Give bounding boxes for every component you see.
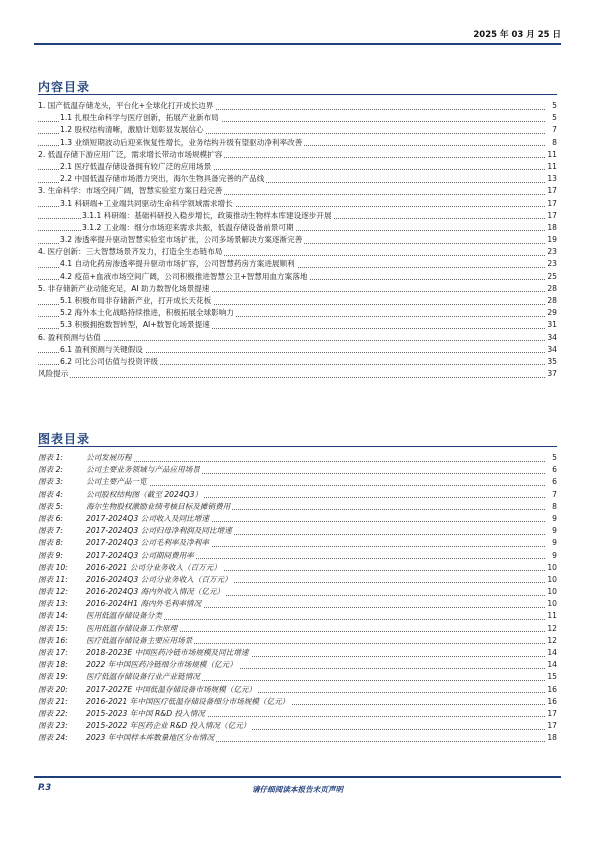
entry-title <box>38 697 291 706</box>
entry-title: 3.1.2 工业端：细分市场迎来需求共振，低温存储设备前景可期 <box>82 222 294 232</box>
entry-title <box>38 599 203 608</box>
figure-label: 图表 4: <box>38 489 63 499</box>
entry-page-number: 16 <box>545 696 557 708</box>
figure-label: 图表 22: <box>38 708 68 718</box>
figure-label: 图表 19: <box>38 672 68 682</box>
entry-page-number: 10 <box>545 598 557 610</box>
figure-title: 2017-2024Q3 公司期间费用率 <box>86 550 194 560</box>
toc-entry[interactable] <box>38 246 557 258</box>
figure-entry[interactable] <box>38 635 557 647</box>
figure-entry[interactable] <box>38 696 557 708</box>
figure-entry[interactable] <box>38 513 557 525</box>
figure-entry[interactable] <box>38 684 557 696</box>
entry-page-number: 16 <box>545 684 557 696</box>
entry-page-number: 6 <box>550 476 557 488</box>
report-date: 2025 年 03 月 25 日 <box>473 30 561 40</box>
entry-page-number: 10 <box>545 562 557 574</box>
figure-title: 2015-2022 年医药企业 R&D 投入情况（亿元） <box>86 721 251 731</box>
entry-title: 6.2 可比公司估值与投资评级 <box>60 356 159 366</box>
entry-title <box>38 672 202 681</box>
entry-title: 1.2 股权结构清晰，激励计划彰显发展信心 <box>60 125 204 135</box>
entry-page-number: 11 <box>545 149 557 161</box>
footer-disclaimer: 请仔细阅读本报告末页声明 <box>251 785 344 794</box>
entry-title: 5.3 积极拥抱数智转型，AI+数智化场景提速 <box>60 320 210 330</box>
figure-title: 2023 年中国样本库数量地区分布情况 <box>86 733 215 743</box>
entry-title <box>38 502 232 511</box>
entry-title <box>38 709 207 718</box>
figure-entry[interactable] <box>38 489 557 501</box>
figure-entry[interactable] <box>38 525 557 537</box>
entry-page-number: 17 <box>545 720 557 732</box>
figure-title: 2017-2024Q3 公司归母净利润及同比增速 <box>86 526 232 536</box>
figure-title: 医用低温存储设备分类 <box>86 611 162 621</box>
entry-title <box>38 538 211 547</box>
entry-page-number: 37 <box>545 368 557 380</box>
figure-label: 图表 18: <box>38 660 68 670</box>
figure-entry[interactable] <box>38 708 557 720</box>
entry-page-number: 35 <box>545 356 557 368</box>
entry-page-number: 17 <box>545 210 557 222</box>
entry-page-number: 7 <box>550 124 557 136</box>
figure-label: 图表 17: <box>38 648 68 657</box>
figure-entry[interactable] <box>38 671 557 683</box>
toc-entry[interactable] <box>38 222 557 234</box>
entry-title: 2. 低温存储下游应用广泛，需求增长带动市场规模扩容 <box>38 149 223 159</box>
entry-page-number: 17 <box>545 198 557 210</box>
figure-entry[interactable] <box>38 476 557 488</box>
toc-heading: 内容目录 <box>38 80 91 94</box>
entry-page-number: 8 <box>550 137 557 149</box>
entry-title: 1. 国产低温存储龙头，平台化+全球化打开成长边界 <box>38 101 214 110</box>
entry-page-number: 9 <box>550 537 557 549</box>
figure-entry[interactable] <box>38 720 557 732</box>
figure-entry[interactable] <box>38 537 557 549</box>
entry-title: 4. 医疗创新：三大智慧场景齐发力，打造全生态链布局 <box>38 247 223 257</box>
entry-page-number: 23 <box>545 246 557 258</box>
figure-entry[interactable] <box>38 562 557 574</box>
entry-page-number: 18 <box>545 222 557 234</box>
entry-title: 风险提示 <box>38 369 69 379</box>
entry-page-number: 9 <box>550 513 557 525</box>
figure-label: 图表 12: <box>38 587 68 597</box>
entry-page-number: 25 <box>545 271 557 283</box>
figure-title: 2017-2024Q3 公司收入及同比增速 <box>86 513 209 523</box>
figure-entry[interactable] <box>38 610 557 622</box>
header-rule <box>34 43 561 45</box>
entry-title: 6.1 盈利预测与关键假设 <box>60 344 143 354</box>
entry-title: 6. 盈利预测与估值 <box>38 332 101 342</box>
entry-page-number: 17 <box>545 185 557 197</box>
entry-title: 3. 生命科学：市场空间广阔，智慧实验室方案日趋完善 <box>38 186 223 196</box>
figures-heading: 图表目录 <box>38 432 91 446</box>
entry-page-number: 28 <box>545 283 557 295</box>
footer-rule <box>34 776 561 778</box>
toc-heading-rule <box>38 94 557 95</box>
entry-title: 3.1.1 科研端：基础科研投入稳步增长，政策推动生物样本库建设逐步开展 <box>82 210 332 220</box>
entry-page-number: 5 <box>550 452 557 464</box>
figure-title: 医疗低温存储设备主要应用场景 <box>86 635 193 645</box>
entry-title: 4.1 自动化药房渗透率提升驱动市场扩容，公司智慧药房方案进展顺利 <box>60 259 295 269</box>
entry-page-number: 14 <box>545 659 557 671</box>
figure-entry[interactable] <box>38 586 557 598</box>
figure-label: 图表 16: <box>38 635 68 645</box>
entry-page-number: 11 <box>545 161 557 173</box>
figure-title: 公司股权结构图（截至 2024Q3） <box>86 489 203 499</box>
figure-title: 2016-2024Q3 公司分业务收入（百万元） <box>86 574 232 584</box>
entry-title: 4.2 疫苗+血液市场空间广阔，公司积极推进智慧公卫+智慧用血方案落地 <box>60 271 308 281</box>
entry-page-number: 10 <box>545 586 557 598</box>
entry-page-number: 5 <box>550 100 557 112</box>
entry-page-number: 12 <box>545 635 557 647</box>
toc-entry[interactable] <box>38 332 557 344</box>
entry-title <box>38 636 194 645</box>
figure-title: 医疗低温存储设备行业产业链情况 <box>86 672 200 682</box>
entry-title <box>38 453 134 462</box>
figure-entry[interactable] <box>38 464 557 476</box>
entry-page-number: 7 <box>550 489 557 501</box>
figure-title: 2016-2021 公司分业务收入（百万元） <box>86 562 221 572</box>
figure-label: 图表 1: <box>38 453 63 462</box>
figures-list <box>38 452 557 745</box>
toc-entry[interactable] <box>38 307 557 319</box>
toc-entry[interactable] <box>38 137 557 149</box>
entry-page-number: 29 <box>545 307 557 319</box>
figure-title: 医用低温存储设备工作原理 <box>86 623 178 633</box>
entry-page-number: 6 <box>550 464 557 476</box>
entry-title: 1.3 业绩短期波动后迎来恢复性增长，业务结构升级有望驱动净利率改善 <box>60 137 303 147</box>
figure-label: 图表 2: <box>38 465 63 475</box>
toc-entry[interactable] <box>38 198 557 210</box>
toc-entry[interactable] <box>38 368 557 380</box>
entry-title: 2.1 医疗低温存储设备拥有较广泛的应用场景 <box>60 161 212 171</box>
entry-page-number: 17 <box>545 708 557 720</box>
figure-entry[interactable] <box>38 598 557 610</box>
toc-entry[interactable] <box>38 295 557 307</box>
toc-entry[interactable] <box>38 319 557 331</box>
figure-label: 图表 3: <box>38 477 63 487</box>
toc-entry[interactable] <box>38 112 557 124</box>
entry-title: 3.2 渗透率提升驱动智慧实验室市场扩张，公司多场景解决方案逐渐完善 <box>60 235 303 245</box>
entry-title <box>38 563 223 572</box>
entry-title: 5. 非存储新产业动能充足，AI 助力数智化场景提速 <box>38 283 210 293</box>
entry-page-number: 15 <box>545 671 557 683</box>
figure-entry[interactable] <box>38 550 557 562</box>
toc-entry[interactable] <box>38 234 557 246</box>
entry-page-number: 11 <box>545 610 557 622</box>
entry-page-number: 13 <box>545 173 557 185</box>
entry-page-number: 5 <box>550 112 557 124</box>
figure-title: 2017-2027E 中国低温存储设备市场规模（亿元） <box>86 684 257 694</box>
figure-label: 图表 11: <box>38 574 68 584</box>
entry-page-number: 18 <box>545 732 557 744</box>
entry-title <box>38 551 196 560</box>
figure-label: 图表 7: <box>38 526 63 536</box>
figures-heading-rule <box>38 446 557 447</box>
figure-label: 图表 24: <box>38 733 68 743</box>
figure-label: 图表 23: <box>38 721 68 731</box>
entry-title <box>38 685 258 694</box>
entry-page-number: 19 <box>545 234 557 246</box>
figure-title: 公司主要产品一览 <box>86 477 147 487</box>
entry-title: 1.1 扎根生命科学与医疗创新，拓展产业新布局 <box>60 113 219 123</box>
toc-entry[interactable] <box>38 124 557 136</box>
figure-label: 图表 8: <box>38 538 63 548</box>
entry-title <box>38 733 216 742</box>
entry-title <box>38 587 226 596</box>
figure-title: 2016-2024H1 海内外毛利率情况 <box>86 599 202 609</box>
figure-title: 公司发展历程 <box>86 453 132 462</box>
figure-entry[interactable] <box>38 732 557 744</box>
entry-title <box>38 660 239 669</box>
entry-title: 2.2 中国低温存储市场潜力突出，海尔生物具备完善的产品线 <box>60 174 265 184</box>
toc-entry[interactable] <box>38 185 557 197</box>
figure-title: 2015-2023 年中国 R&D 投入情况 <box>86 708 205 718</box>
figure-label: 图表 10: <box>38 562 68 572</box>
footer-page-number: P.3 <box>38 783 52 793</box>
entry-page-number: 28 <box>545 295 557 307</box>
toc-entry[interactable] <box>38 356 557 368</box>
toc-list <box>38 100 557 380</box>
entry-title <box>38 477 149 486</box>
figure-label: 图表 5: <box>38 501 63 511</box>
figure-entry[interactable] <box>38 659 557 671</box>
entry-title <box>38 465 202 474</box>
toc-entry[interactable] <box>38 161 557 173</box>
toc-entry[interactable] <box>38 271 557 283</box>
entry-title <box>38 611 164 620</box>
entry-title <box>38 721 252 730</box>
entry-page-number: 31 <box>545 319 557 331</box>
entry-title <box>38 575 234 584</box>
entry-page-number: 9 <box>550 525 557 537</box>
figure-entry[interactable] <box>38 452 557 464</box>
figure-entry[interactable] <box>38 501 557 513</box>
figure-label: 图表 15: <box>38 623 68 633</box>
figure-title: 2016-2024Q3 海内外收入情况（亿元） <box>86 587 225 597</box>
entry-page-number: 8 <box>550 501 557 513</box>
figure-title: 公司主要业务领域与产品应用场景 <box>86 465 200 475</box>
figure-title: 2022 年中国医药冷链细分市场规模（亿元） <box>86 660 237 670</box>
entry-title <box>38 624 179 633</box>
leader-dots <box>38 377 545 378</box>
toc-entry[interactable] <box>38 173 557 185</box>
figure-title: 2016-2021 年中国医疗低温存储设备细分市场规模（亿元） <box>86 696 290 706</box>
figure-title: 2017-2024Q3 公司毛利率及净利率 <box>86 538 209 548</box>
entry-page-number: 14 <box>545 647 557 659</box>
leader-dots <box>38 340 545 341</box>
figure-entry[interactable] <box>38 647 557 659</box>
figure-title: 海尔生物股权激励业绩考核目标及摊销费用 <box>86 501 231 511</box>
toc-entry[interactable] <box>38 149 557 161</box>
toc-entry[interactable] <box>38 210 557 222</box>
entry-title <box>38 490 204 499</box>
entry-page-number: 9 <box>550 550 557 562</box>
entry-page-number: 12 <box>545 623 557 635</box>
figure-label: 图表 6: <box>38 513 63 523</box>
entry-title: 3.1 科研端+工业端共同驱动生命科学领域需求增长 <box>60 198 233 208</box>
toc-entry[interactable] <box>38 344 557 356</box>
figure-label: 图表 13: <box>38 599 68 609</box>
entry-title <box>38 526 234 535</box>
figure-entry[interactable] <box>38 574 557 586</box>
entry-page-number: 10 <box>545 574 557 586</box>
toc-entry[interactable] <box>38 100 557 112</box>
toc-entry[interactable] <box>38 258 557 270</box>
entry-page-number: 34 <box>545 344 557 356</box>
toc-entry[interactable] <box>38 283 557 295</box>
figure-title: 2018-2023E 中国医药冷链市场规模及同比增速 <box>86 648 249 657</box>
figure-label: 图表 9: <box>38 550 63 560</box>
entry-title: 5.1 积极布局非存储新产业，打开成长天花板 <box>60 296 212 305</box>
entry-title: 5.2 海外本土化战略持续推进，积极拓展全球影响力 <box>60 308 234 318</box>
figure-label: 图表 21: <box>38 696 68 706</box>
entry-page-number: 23 <box>545 258 557 270</box>
figure-entry[interactable] <box>38 623 557 635</box>
figure-label: 图表 20: <box>38 684 68 694</box>
entry-page-number: 34 <box>545 332 557 344</box>
entry-title <box>38 648 251 657</box>
figure-label: 图表 14: <box>38 611 68 621</box>
entry-title <box>38 514 211 523</box>
